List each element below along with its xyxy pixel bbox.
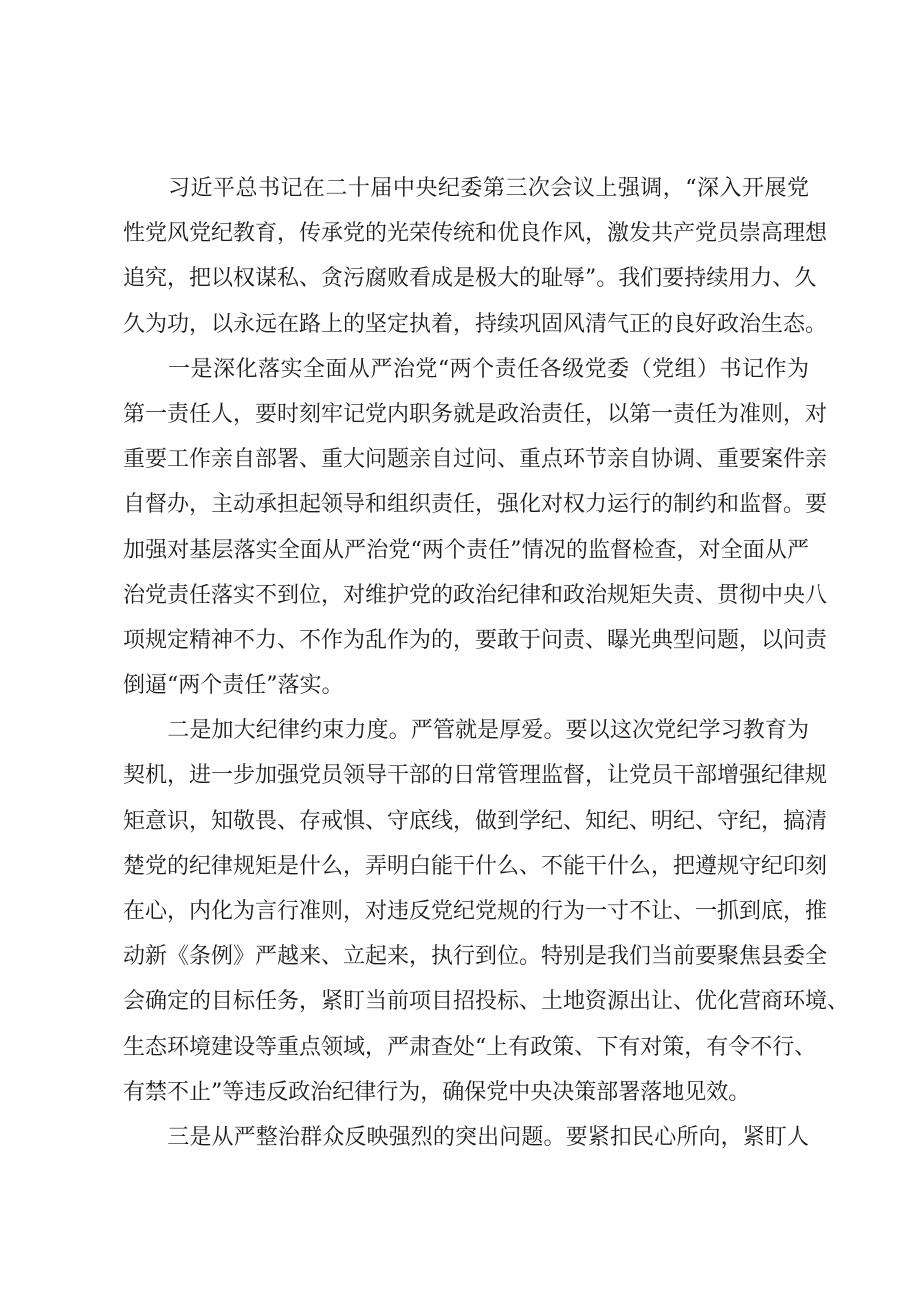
- paragraph-line: 重要工作亲自部署、重大问题亲自过问、重点环节亲自协调、重要案件亲: [123, 447, 828, 473]
- paragraph-line: 一是深化落实全面从严治党“两个责任各级党委（党组）书记作为: [123, 356, 809, 382]
- paragraph-line: 倒逼“两个责任”落实。: [123, 673, 344, 699]
- paragraph-line: 习近平总书记在二十届中央纪委第三次会议上强调，“深入开展党: [123, 176, 809, 201]
- paragraph-line: 会确定的目标任务，紧盯当前项目招投标、土地资源出让、优化营商环境、: [123, 989, 850, 1015]
- paragraph-3: [123, 708, 850, 1115]
- paragraph-line: 有禁不止”等违反政治纪律行为，确保党中央决策部署落地见效。: [123, 1079, 751, 1105]
- paragraph-4: [123, 1115, 809, 1160]
- paragraph-line: 二是加大纪律约束力度。严管就是厚爱。要以这次党纪学习教育为: [123, 718, 809, 744]
- paragraph-line: 久为功，以永远在路上的坚定执着，持续巩固风清气正的良好政治生态。: [123, 311, 828, 337]
- document-body: [123, 166, 850, 1160]
- paragraph-line: 在心，内化为言行准则，对违反党纪党规的行为一寸不让、一抓到底，推: [123, 899, 828, 924]
- paragraph-line: 第一责任人，要时刻牢记党内职务就是政治责任，以第一责任为准则，对: [123, 401, 828, 427]
- paragraph-2: [123, 347, 828, 709]
- paragraph-line: 性党风党纪教育，传承党的光荣传统和优良作风，激发共产党员崇高理想: [123, 221, 828, 247]
- paragraph-line: 加强对基层落实全面从严治党“两个责任”情况的监督检查，对全面从严: [123, 537, 809, 563]
- paragraph-line: 项规定精神不力、不作为乱作为的，要敢于问责、曝光典型问题，以问责: [123, 627, 828, 653]
- paragraph-line: 生态环境建设等重点领域，严肃查处“上有政策、下有对策，有令不行、: [123, 1034, 817, 1060]
- paragraph-line: 治党责任落实不到位，对维护党的政治纪律和政治规矩失责、贯彻中央八: [123, 582, 828, 608]
- paragraph-line: 三是从严整治群众反映强烈的突出问题。要紧扣民心所向，紧盯人: [123, 1124, 809, 1150]
- paragraph-line: 契机，进一步加强党员领导干部的日常管理监督，让党员干部增强纪律规: [123, 763, 828, 789]
- paragraph-line: 自督办，主动承担起领导和组织责任，强化对权力运行的制约和监督。要: [123, 492, 828, 518]
- paragraph-line: 楚党的纪律规矩是什么，弄明白能干什么、不能干什么，把遵规守纪印刻: [123, 853, 828, 879]
- paragraph-1: [123, 166, 828, 347]
- paragraph-line: 动新《条例》严越来、立起来，执行到位。特别是我们当前要聚焦县委全: [123, 944, 828, 970]
- paragraph-line: 矩意识，知敬畏、存戒惧、守底线，做到学纪、知纪、明纪、守纪，搞清: [123, 808, 828, 834]
- paragraph-line: 追究，把以权谋私、贪污腐败看成是极大的耻辱”。我们要持续用力、久: [123, 266, 817, 292]
